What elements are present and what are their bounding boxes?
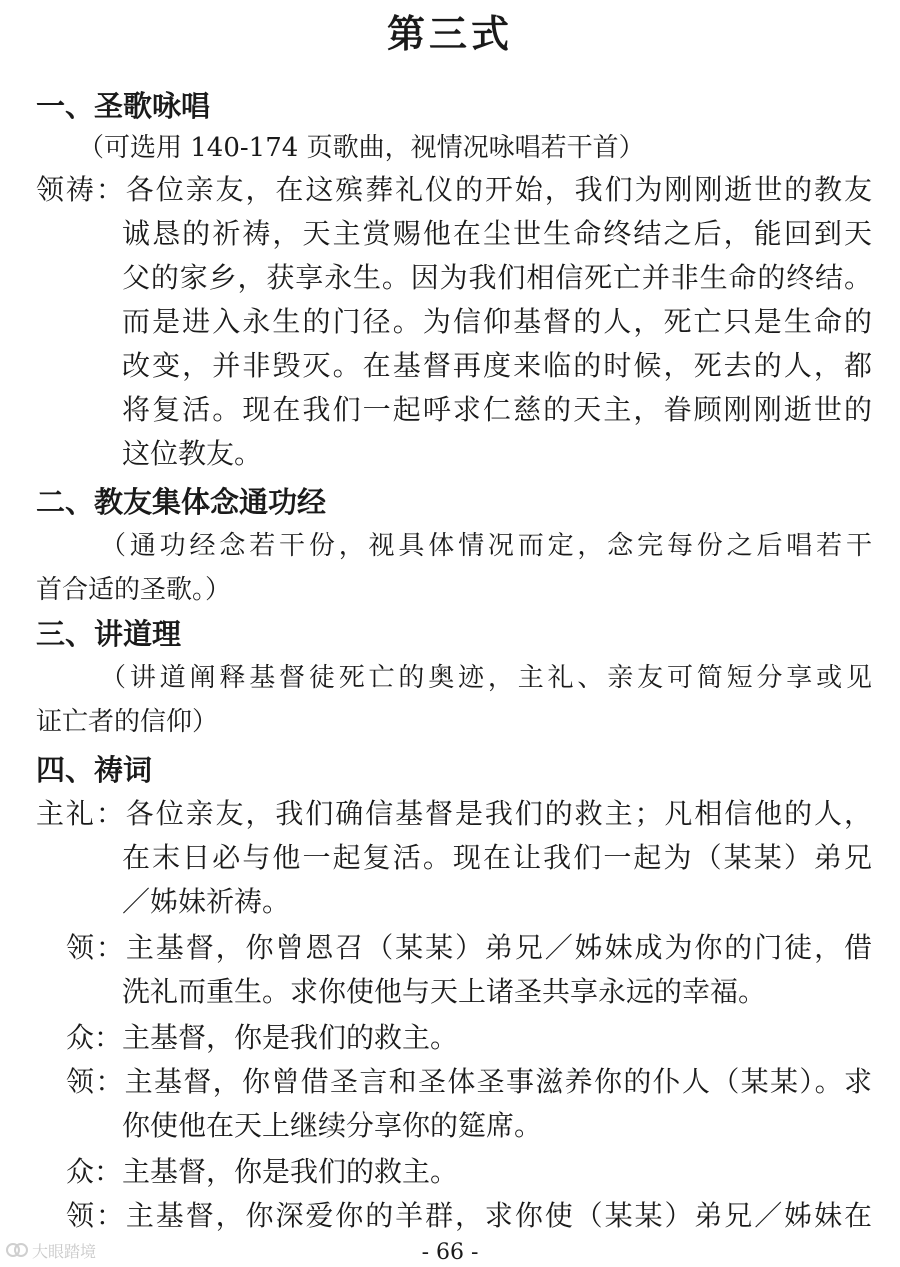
section-note-2-cont: 首合适的圣歌。） bbox=[36, 575, 232, 605]
document-title: 第三式 bbox=[386, 11, 513, 56]
section-note-3-cont: 证亡者的信仰） bbox=[36, 707, 219, 737]
watermark-text: 大眼踏境 bbox=[32, 1241, 97, 1261]
section-heading-3: 三、讲道理 bbox=[36, 617, 182, 651]
watermark-logo-icon bbox=[6, 1241, 28, 1259]
section-heading-1: 一、圣歌咏唱 bbox=[36, 89, 211, 123]
paragraph-line: 而是进入永生的门径。为信仰基督的人，死亡只是生命的 bbox=[122, 305, 872, 338]
section-heading-2: 二、教友集体念通功经 bbox=[36, 485, 327, 519]
prayer-line: ／姊妹祈祷。 bbox=[122, 885, 291, 918]
litany-line: 领：主基督，你深爱你的羊群，求你使（某某）弟兄／姊妹在 bbox=[66, 1199, 872, 1232]
paragraph-line: 诚恳的祈祷，天主赏赐他在尘世生命终结之后，能回到天 bbox=[122, 217, 872, 250]
litany-line: 领：主基督，你曾恩召（某某）弟兄／姊妹成为你的门徒，借 bbox=[66, 931, 872, 964]
section-heading-4: 四、祷词 bbox=[36, 753, 153, 787]
response-line: 众：主基督，你是我们的救主。 bbox=[66, 1155, 459, 1188]
paragraph-line: 将复活。现在我们一起呼求仁慈的天主，眷顾刚刚逝世的 bbox=[122, 393, 872, 426]
paragraph-line: 父的家乡，获享永生。因为我们相信死亡并非生命的终结。 bbox=[122, 261, 872, 294]
prayer-line: 在末日必与他一起复活。现在让我们一起为（某某）弟兄 bbox=[122, 841, 872, 874]
section-note-3: （讲道阐释基督徒死亡的奥迹，主礼、亲友可简短分享或见 bbox=[100, 663, 872, 693]
paragraph-line: 领祷：各位亲友，在这殡葬礼仪的开始，我们为刚刚逝世的教友 bbox=[36, 173, 872, 206]
watermark bbox=[6, 1237, 96, 1263]
section-note-1: （可选用 140-174 页歌曲，视情况咏唱若干首） bbox=[78, 133, 645, 163]
page-number: - 66 - bbox=[421, 1240, 479, 1265]
litany-line: 你使他在天上继续分享你的筵席。 bbox=[122, 1109, 543, 1142]
paragraph-line: 这位教友。 bbox=[122, 437, 263, 470]
litany-line: 洗礼而重生。求你使他与天上诸圣共享永远的幸福。 bbox=[122, 975, 767, 1008]
section-note-2: （通功经念若干份，视具体情况而定，念完每份之后唱若干 bbox=[100, 531, 872, 561]
litany-line: 领：主基督，你曾借圣言和圣体圣事滋养你的仆人（某某）。求 bbox=[66, 1065, 872, 1098]
response-line: 众：主基督，你是我们的救主。 bbox=[66, 1021, 459, 1054]
prayer-line: 主礼：各位亲友，我们确信基督是我们的救主；凡相信他的人， bbox=[36, 797, 872, 830]
paragraph-line: 改变，并非毁灭。在基督再度来临的时候，死去的人，都 bbox=[122, 349, 872, 382]
